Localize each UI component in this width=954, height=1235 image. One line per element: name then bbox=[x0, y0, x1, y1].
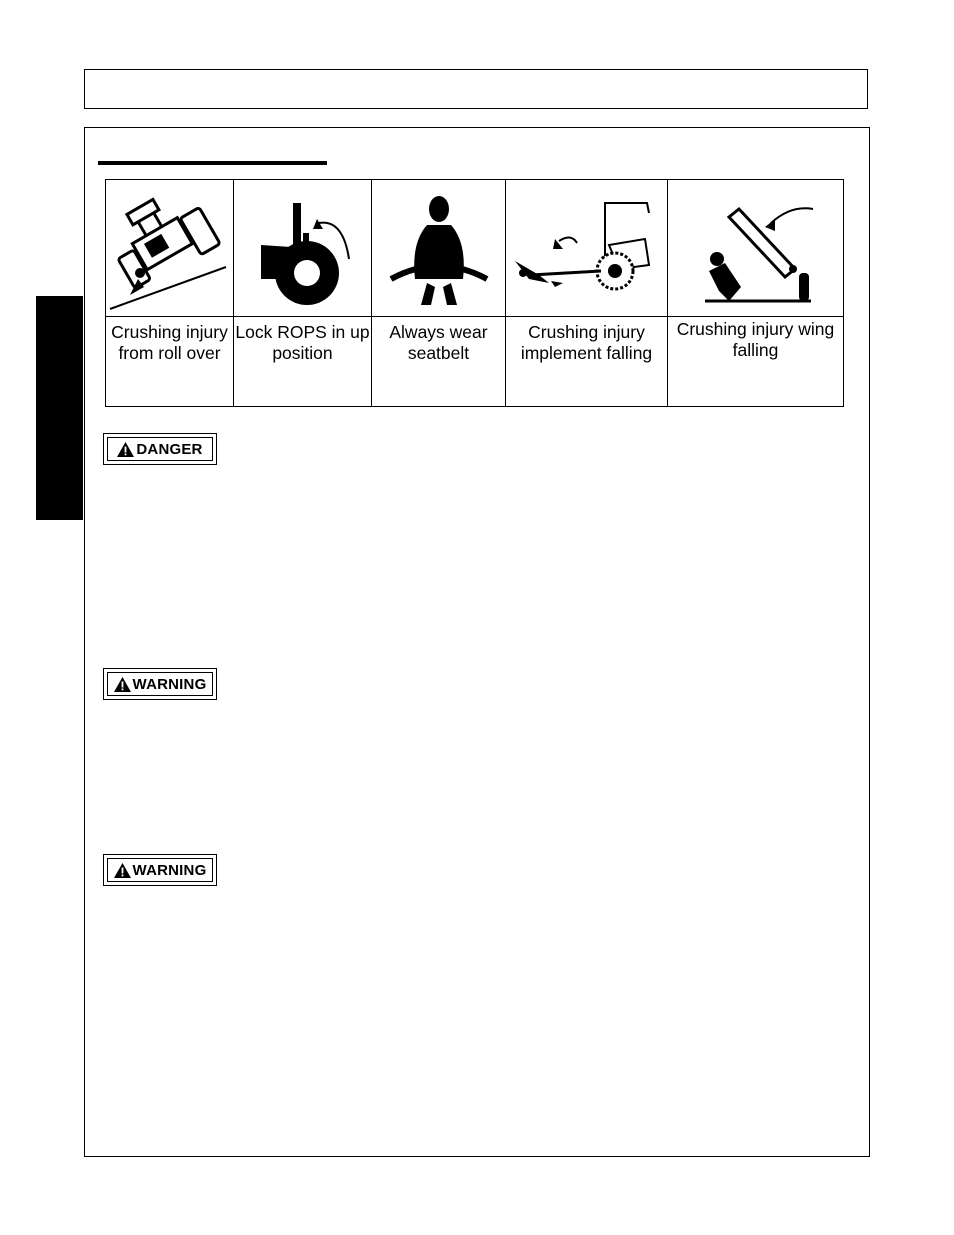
decal-cell-seatbelt bbox=[372, 180, 506, 317]
seatbelt-icon bbox=[377, 183, 501, 313]
decal-caption: Lock ROPS in up position bbox=[234, 317, 372, 407]
warning-triangle-icon bbox=[117, 442, 134, 457]
page-header-box bbox=[84, 69, 868, 109]
decal-cell-wing bbox=[668, 180, 844, 317]
decal-caption: Always wear seatbelt bbox=[372, 317, 506, 407]
signal-word: WARNING bbox=[132, 861, 207, 879]
decal-cell-implement bbox=[506, 180, 668, 317]
decal-caption: Crushing injury wing falling bbox=[668, 317, 844, 407]
tractor-rollover-icon bbox=[108, 183, 232, 313]
decal-caption: Crushing injury implement falling bbox=[506, 317, 668, 407]
warning-triangle-icon bbox=[114, 863, 131, 878]
danger-signal-label bbox=[103, 433, 217, 465]
wing-falling-icon bbox=[671, 183, 841, 313]
warning-triangle-icon bbox=[114, 677, 131, 692]
section-side-tab bbox=[36, 296, 83, 520]
decal-cell-rollover bbox=[106, 180, 234, 317]
signal-word: WARNING bbox=[132, 675, 207, 693]
safety-decal-table bbox=[105, 179, 844, 407]
warning-signal-label bbox=[103, 854, 217, 886]
signal-word: DANGER bbox=[136, 440, 203, 458]
rops-lock-icon bbox=[241, 183, 365, 313]
decal-caption: Crushing injury from roll over bbox=[106, 317, 234, 407]
section-heading-rule bbox=[98, 161, 327, 165]
warning-signal-label bbox=[103, 668, 217, 700]
decal-cell-rops bbox=[234, 180, 372, 317]
implement-falling-icon bbox=[509, 183, 665, 313]
